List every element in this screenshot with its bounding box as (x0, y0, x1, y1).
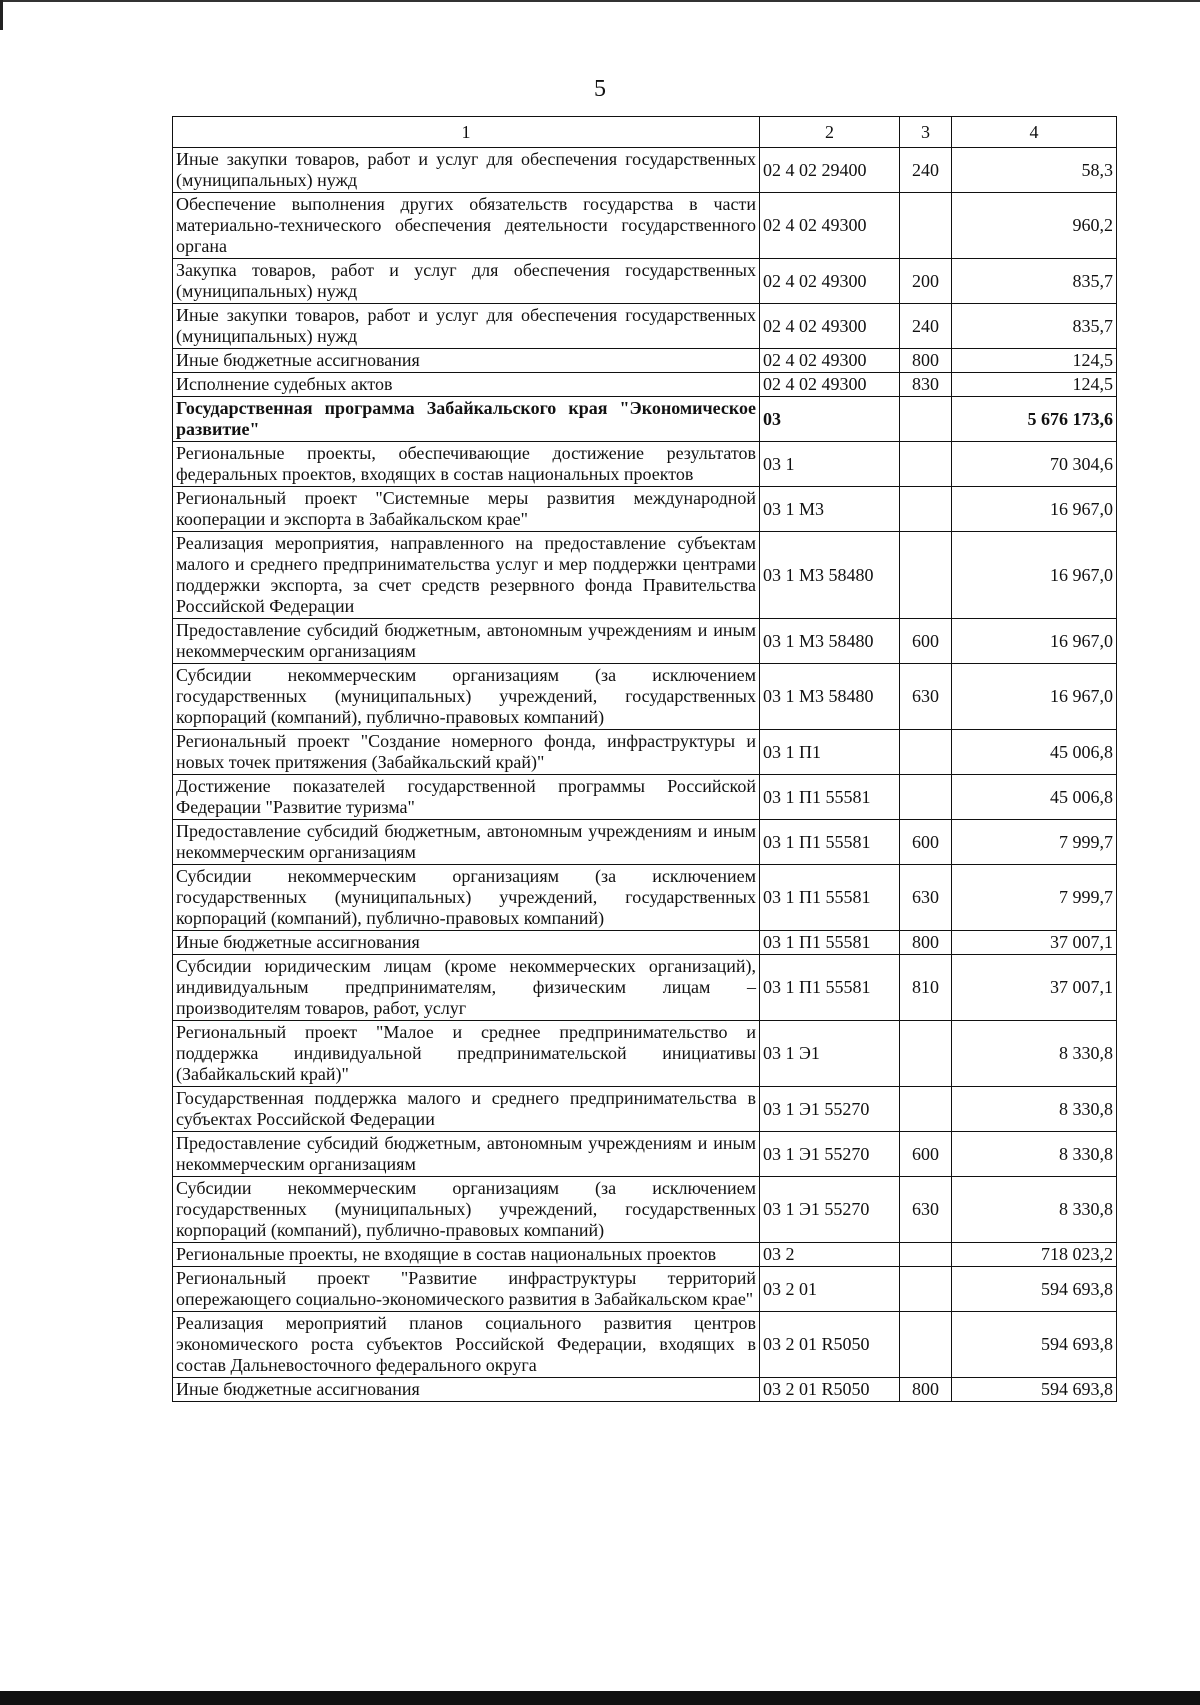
table-row (173, 442, 1117, 487)
row-amount-cell: 5 676 173,6 (952, 397, 1117, 442)
row-amount-cell: 960,2 (952, 193, 1117, 259)
row-code-cell: 03 1 М3 58480 (760, 532, 900, 619)
row-code-cell: 02 4 02 49300 (760, 373, 900, 397)
row-amount-cell: 835,7 (952, 259, 1117, 304)
row-amount-cell: 124,5 (952, 373, 1117, 397)
table-row (173, 1378, 1117, 1402)
row-type-cell (900, 397, 952, 442)
row-name-cell: Государственная программа Забайкальского края "Экономическое развитие" (173, 397, 760, 442)
row-code-cell: 03 1 (760, 442, 900, 487)
table-row (173, 664, 1117, 730)
scan-bottom-edge (0, 1691, 1200, 1705)
table-row (173, 619, 1117, 664)
row-amount-cell: 8 330,8 (952, 1177, 1117, 1243)
row-amount-cell: 58,3 (952, 148, 1117, 193)
column-header-2: 2 (760, 117, 900, 148)
row-amount-cell: 37 007,1 (952, 955, 1117, 1021)
table-row (173, 373, 1117, 397)
row-type-cell (900, 1312, 952, 1378)
row-type-cell: 800 (900, 349, 952, 373)
row-name-cell: Исполнение судебных актов (173, 373, 760, 397)
row-code-cell: 03 1 Э1 (760, 1021, 900, 1087)
row-code-cell: 03 1 М3 58480 (760, 664, 900, 730)
row-code-cell: 03 1 Э1 55270 (760, 1087, 900, 1132)
row-type-cell (900, 1087, 952, 1132)
row-name-cell: Иные бюджетные ассигнования (173, 349, 760, 373)
row-name-cell: Государственная поддержка малого и среднего предпринимательства в субъектах Российской Федерации (173, 1087, 760, 1132)
table-row (173, 931, 1117, 955)
row-name-cell: Иные закупки товаров, работ и услуг для обеспечения государственных (муниципальных) нужд (173, 304, 760, 349)
table-row (173, 532, 1117, 619)
row-type-cell: 810 (900, 955, 952, 1021)
row-name-cell: Субсидии некоммерческим организациям (за исключением государственных (муниципальных) учреждений, государственных корпораций (компаний), публично-правовых компаний) (173, 664, 760, 730)
row-name-cell: Субсидии некоммерческим организациям (за исключением государственных (муниципальных) учреждений, государственных корпораций (компаний), публично-правовых компаний) (173, 1177, 760, 1243)
row-name-cell: Региональные проекты, обеспечивающие достижение результатов федеральных проектов, входящих в состав национальных проектов (173, 442, 760, 487)
row-name-cell: Региональный проект "Малое и среднее предпринимательство и поддержка индивидуальной предпринимательской инициативы (Забайкальский край)" (173, 1021, 760, 1087)
row-amount-cell: 7 999,7 (952, 820, 1117, 865)
scan-top-edge (0, 0, 1200, 2)
row-name-cell: Обеспечение выполнения других обязательств государства в части материально-технического обеспечения деятельности государственного органа (173, 193, 760, 259)
row-amount-cell: 835,7 (952, 304, 1117, 349)
row-type-cell (900, 1267, 952, 1312)
table-row (173, 865, 1117, 931)
row-amount-cell: 124,5 (952, 349, 1117, 373)
row-amount-cell: 16 967,0 (952, 619, 1117, 664)
row-amount-cell: 37 007,1 (952, 931, 1117, 955)
row-code-cell: 03 1 М3 (760, 487, 900, 532)
row-amount-cell: 8 330,8 (952, 1132, 1117, 1177)
row-type-cell: 830 (900, 373, 952, 397)
column-header-4: 4 (952, 117, 1117, 148)
column-header-1: 1 (173, 117, 760, 148)
row-name-cell: Реализация мероприятия, направленного на предоставление субъектам малого и среднего предпринимательства услуг и мер поддержки центрами поддержки экспорта, за счет средств резервного фонда Правительства Российской Федерации (173, 532, 760, 619)
table-row (173, 349, 1117, 373)
row-amount-cell: 594 693,8 (952, 1378, 1117, 1402)
row-code-cell: 02 4 02 49300 (760, 193, 900, 259)
table-header-row (173, 117, 1117, 148)
row-name-cell: Региональные проекты, не входящие в состав национальных проектов (173, 1243, 760, 1267)
row-name-cell: Закупка товаров, работ и услуг для обеспечения государственных (муниципальных) нужд (173, 259, 760, 304)
row-code-cell: 03 2 01 R5050 (760, 1312, 900, 1378)
row-code-cell: 03 2 (760, 1243, 900, 1267)
row-code-cell: 02 4 02 49300 (760, 259, 900, 304)
row-amount-cell: 16 967,0 (952, 487, 1117, 532)
row-code-cell: 03 1 Э1 55270 (760, 1132, 900, 1177)
table-row (173, 1312, 1117, 1378)
row-type-cell (900, 775, 952, 820)
row-type-cell (900, 442, 952, 487)
row-code-cell: 03 1 П1 55581 (760, 955, 900, 1021)
row-type-cell: 200 (900, 259, 952, 304)
row-type-cell: 630 (900, 865, 952, 931)
row-type-cell: 240 (900, 148, 952, 193)
row-type-cell: 240 (900, 304, 952, 349)
row-type-cell (900, 532, 952, 619)
row-name-cell: Субсидии юридическим лицам (кроме некоммерческих организаций), индивидуальным предпринимателям, физическим лицам – производителям товаров, работ, услуг (173, 955, 760, 1021)
row-name-cell: Иные бюджетные ассигнования (173, 931, 760, 955)
row-name-cell: Предоставление субсидий бюджетным, автономным учреждениям и иным некоммерческим организациям (173, 619, 760, 664)
row-amount-cell: 16 967,0 (952, 532, 1117, 619)
table-row (173, 955, 1117, 1021)
row-amount-cell: 16 967,0 (952, 664, 1117, 730)
row-name-cell: Достижение показателей государственной программы Российской Федерации "Развитие туризма" (173, 775, 760, 820)
row-name-cell: Предоставление субсидий бюджетным, автономным учреждениям и иным некоммерческим организациям (173, 1132, 760, 1177)
row-type-cell (900, 1021, 952, 1087)
row-code-cell: 03 1 П1 55581 (760, 931, 900, 955)
row-code-cell: 03 1 Э1 55270 (760, 1177, 900, 1243)
row-amount-cell: 718 023,2 (952, 1243, 1117, 1267)
row-code-cell: 03 2 01 (760, 1267, 900, 1312)
table-row (173, 148, 1117, 193)
table-row (173, 259, 1117, 304)
row-name-cell: Региональный проект "Развитие инфраструктуры территорий опережающего социально-экономического развития в Забайкальском крае" (173, 1267, 760, 1312)
table-row (173, 820, 1117, 865)
column-header-3: 3 (900, 117, 952, 148)
row-code-cell: 02 4 02 29400 (760, 148, 900, 193)
row-amount-cell: 8 330,8 (952, 1087, 1117, 1132)
table-body (173, 148, 1117, 1402)
row-type-cell: 800 (900, 931, 952, 955)
row-amount-cell: 8 330,8 (952, 1021, 1117, 1087)
row-type-cell: 800 (900, 1378, 952, 1402)
table-row (173, 1243, 1117, 1267)
row-name-cell: Региональный проект "Системные меры развития международной кооперации и экспорта в Забайкальском крае" (173, 487, 760, 532)
row-amount-cell: 594 693,8 (952, 1267, 1117, 1312)
row-code-cell: 03 2 01 R5050 (760, 1378, 900, 1402)
row-amount-cell: 45 006,8 (952, 775, 1117, 820)
row-amount-cell: 70 304,6 (952, 442, 1117, 487)
table-row (173, 1021, 1117, 1087)
row-amount-cell: 7 999,7 (952, 865, 1117, 931)
row-code-cell: 02 4 02 49300 (760, 349, 900, 373)
table-row (173, 304, 1117, 349)
scan-left-edge (0, 0, 3, 30)
table-row (173, 1087, 1117, 1132)
table-row (173, 1132, 1117, 1177)
row-name-cell: Региональный проект "Создание номерного фонда, инфраструктуры и новых точек притяжения (Забайкальский край)" (173, 730, 760, 775)
row-name-cell: Предоставление субсидий бюджетным, автономным учреждениям и иным некоммерческим организациям (173, 820, 760, 865)
table-row (173, 1267, 1117, 1312)
table-row (173, 730, 1117, 775)
row-code-cell: 03 (760, 397, 900, 442)
row-type-cell: 630 (900, 664, 952, 730)
row-type-cell: 600 (900, 1132, 952, 1177)
row-code-cell: 03 1 П1 55581 (760, 820, 900, 865)
table-row (173, 193, 1117, 259)
row-name-cell: Иные бюджетные ассигнования (173, 1378, 760, 1402)
row-type-cell (900, 487, 952, 532)
row-code-cell: 02 4 02 49300 (760, 304, 900, 349)
table-row (173, 397, 1117, 442)
row-name-cell: Реализация мероприятий планов социального развития центров экономического роста субъектов Российской Федерации, входящих в состав Дальневосточного федерального округа (173, 1312, 760, 1378)
row-amount-cell: 45 006,8 (952, 730, 1117, 775)
row-type-cell (900, 730, 952, 775)
row-type-cell (900, 1243, 952, 1267)
row-code-cell: 03 1 П1 55581 (760, 865, 900, 931)
budget-table (172, 116, 1117, 1402)
row-type-cell: 600 (900, 820, 952, 865)
row-name-cell: Субсидии некоммерческим организациям (за исключением государственных (муниципальных) учреждений, государственных корпораций (компаний), публично-правовых компаний) (173, 865, 760, 931)
row-type-cell: 630 (900, 1177, 952, 1243)
row-code-cell: 03 1 П1 55581 (760, 775, 900, 820)
row-name-cell: Иные закупки товаров, работ и услуг для обеспечения государственных (муниципальных) нужд (173, 148, 760, 193)
row-type-cell (900, 193, 952, 259)
table-row (173, 1177, 1117, 1243)
row-amount-cell: 594 693,8 (952, 1312, 1117, 1378)
page-number: 5 (594, 76, 606, 102)
row-code-cell: 03 1 П1 (760, 730, 900, 775)
table-row (173, 487, 1117, 532)
table-row (173, 775, 1117, 820)
row-code-cell: 03 1 М3 58480 (760, 619, 900, 664)
row-type-cell: 600 (900, 619, 952, 664)
